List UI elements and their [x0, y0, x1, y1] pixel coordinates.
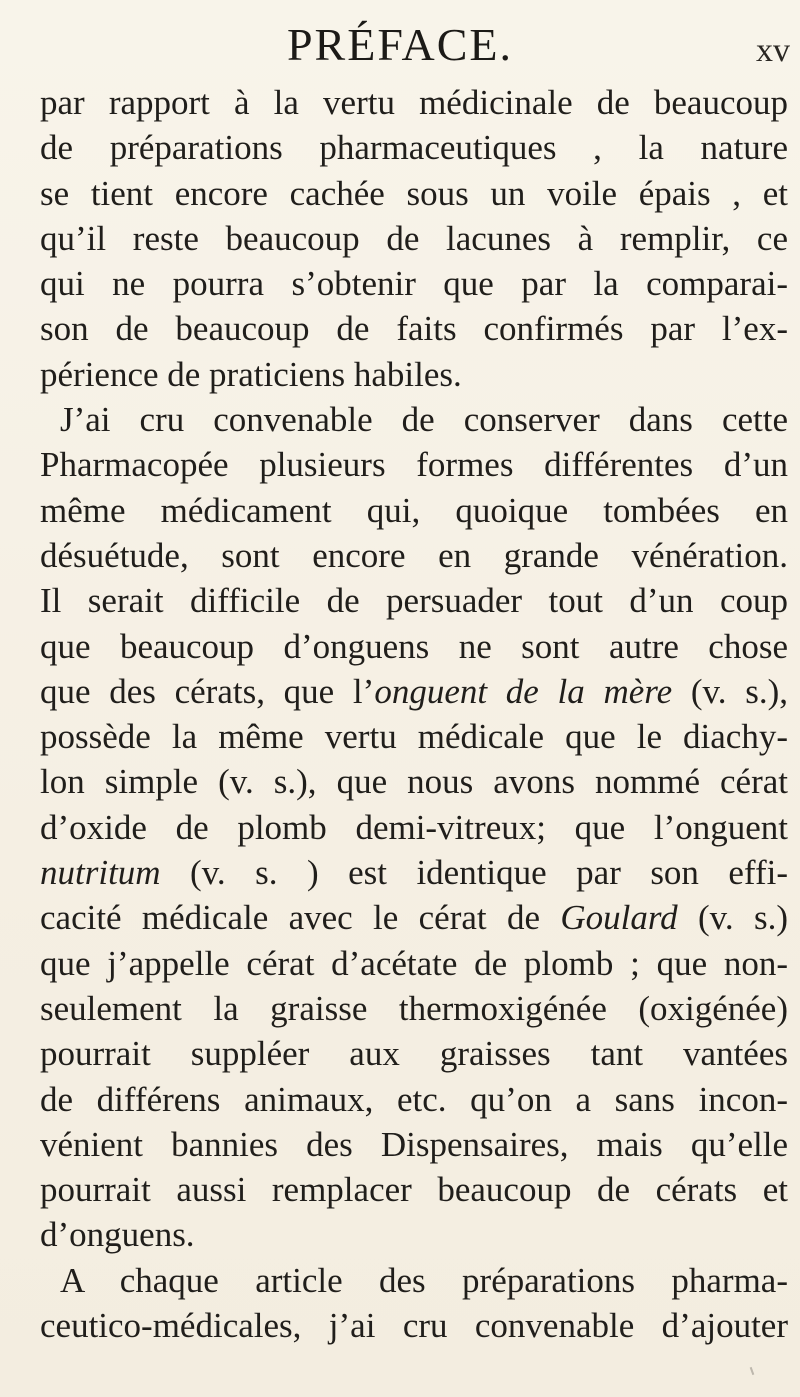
text-line [40, 669, 788, 714]
text-line: ceutico-médicales, j’ai cru convenable d’ajouter [40, 1306, 788, 1346]
text-line [40, 850, 788, 895]
text-line: par rapport à la vertu médicinale de beaucoup [40, 83, 788, 122]
text-line: de préparations pharmaceutiques , la nature [40, 128, 788, 168]
body-text [40, 80, 788, 1348]
text-line: possède la même vertu médicale que le diachy- [40, 717, 788, 757]
paper-mark [750, 1367, 755, 1375]
text-line: périence de praticiens habiles. [40, 354, 462, 394]
page-title: PRÉFACE. [286, 19, 514, 70]
text-line: Pharmacopée plusieurs formes différentes d’un [40, 445, 788, 485]
paragraph-start-line: A chaque article des préparations pharma- [60, 1260, 788, 1300]
page-number: xv [756, 32, 790, 69]
text-line: que j’appelle cérat d’acétate de plomb ; que non- [40, 943, 788, 983]
text-line: même médicament qui, quoique tombées en [40, 490, 788, 530]
text-line: de différens animaux, etc. qu’on a sans incon- [40, 1079, 788, 1119]
text-line: désuétude, sont encore en grande vénération. [40, 535, 788, 575]
line-text: cacité médicale avec le cérat de [40, 898, 561, 938]
text-line: qui ne pourra s’obtenir que par la comparai- [40, 264, 788, 304]
text-line: seulement la graisse thermoxigénée (oxigénée) [40, 988, 788, 1028]
text-line: qu’il reste beaucoup de lacunes à remplir, ce [40, 218, 788, 258]
line-text: (v. s.), [672, 671, 788, 711]
paragraph-start-line: J’ai cru convenable de conserver dans cette [60, 400, 788, 440]
running-head [0, 18, 800, 72]
italic-term: Goulard [560, 898, 678, 938]
italic-term: nutritum [40, 853, 161, 893]
text-line [40, 895, 788, 940]
line-text: que des cérats, que l’ [40, 671, 375, 711]
text-line: d’onguens. [40, 1215, 195, 1255]
text-line: lon simple (v. s.), que nous avons nommé cérat [40, 762, 788, 802]
text-line: pourrait aussi remplacer beaucoup de cérats et [40, 1170, 788, 1210]
text-line: Il serait difficile de persuader tout d’un coup [40, 581, 788, 621]
text-line: son de beaucoup de faits confirmés par l’ex- [40, 309, 788, 349]
text-line: pourrait suppléer aux graisses tant vantées [40, 1034, 788, 1074]
line-text: (v. s.) [677, 898, 788, 938]
text-line: que beaucoup d’onguens ne sont autre chose [40, 626, 788, 666]
line-text: (v. s. ) est identique par son effi- [160, 853, 788, 893]
italic-term: onguent de la mère [374, 671, 673, 711]
text-line: vénient bannies des Dispensaires, mais qu’elle [40, 1124, 788, 1164]
text-line: se tient encore cachée sous un voile épais , et [40, 173, 788, 213]
text-line: d’oxide de plomb demi-vitreux; que l’onguent [40, 807, 788, 847]
